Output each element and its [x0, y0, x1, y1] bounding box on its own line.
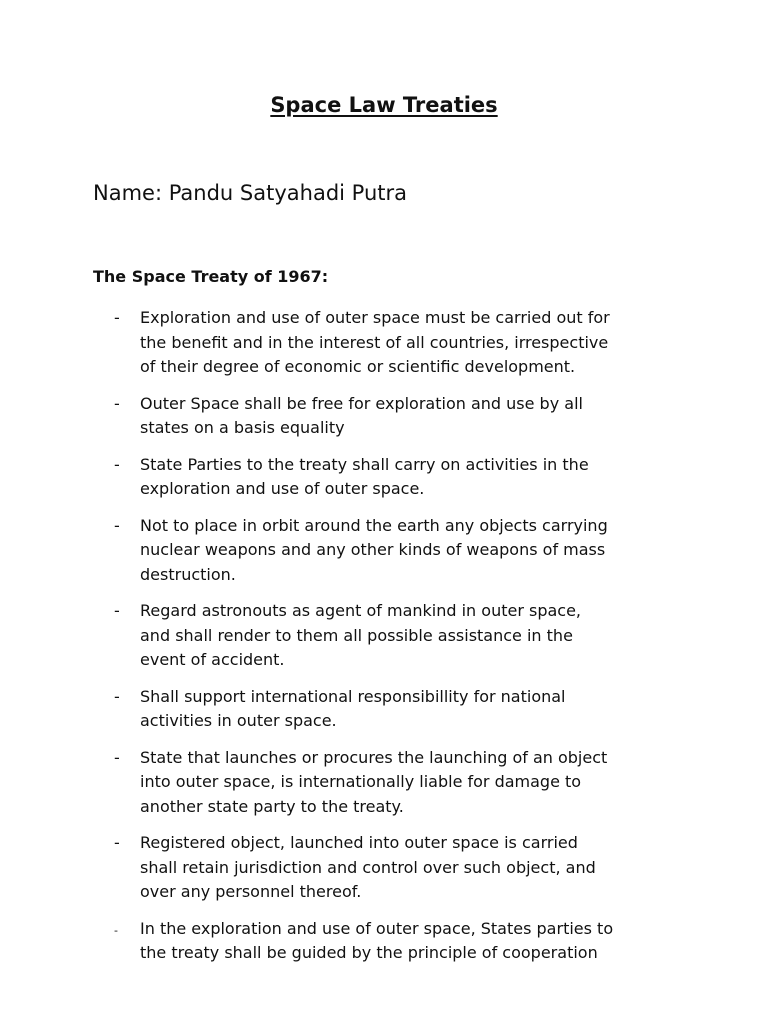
- list-item-text-line: activities in outer space.: [140, 711, 337, 730]
- list-item-text-line: states on a basis equality: [140, 418, 345, 437]
- list-item-text-line: the treaty shall be guided by the principle of cooperation: [140, 943, 598, 962]
- list-item: [93, 746, 713, 820]
- bullet-dash: -: [114, 601, 120, 620]
- bullet-dash: -: [114, 393, 120, 413]
- list-item: [93, 514, 713, 588]
- list-item-text-line: Not to place in orbit around the earth any objects carrying: [140, 515, 608, 535]
- bullet-dash: -: [114, 833, 120, 852]
- list-item: [93, 599, 713, 673]
- bullet-dash: -: [114, 308, 120, 327]
- list-item-text-line: event of accident.: [140, 650, 285, 669]
- bullet-dash: -: [114, 686, 120, 706]
- list-item-text-line: Exploration and use of outer space must be carried out for: [140, 308, 610, 327]
- list-item-text-line: over any personnel thereof.: [140, 882, 362, 901]
- list-item-text-line: State Parties to the treaty shall carry on activities in the: [140, 454, 589, 474]
- list-item: [93, 831, 713, 905]
- list-item-text-line: Regard astronouts as agent of mankind in outer space,: [140, 601, 582, 620]
- list-item-text-line: exploration and use of outer space.: [140, 479, 425, 498]
- list-item-text-line: into outer space, is internationally liable for damage to: [140, 772, 582, 791]
- bullet-dash: -: [114, 923, 118, 937]
- list-item-text-line: Shall support international responsibillity for national: [140, 686, 566, 706]
- list-item-text-line: In the exploration and use of outer space, States parties to: [140, 918, 614, 938]
- list-item: [93, 306, 713, 380]
- page-title: Space Law Treaties: [270, 93, 498, 117]
- list-item-text-line: destruction.: [140, 564, 236, 584]
- list-item: [93, 392, 713, 441]
- bullet-dash: -: [114, 454, 120, 474]
- list-item: [93, 685, 713, 734]
- list-item: [93, 453, 713, 502]
- bullet-dash: -: [114, 515, 120, 535]
- list-item-text-line: shall retain jurisdiction and control over such object, and: [140, 857, 596, 877]
- bullet-list: [93, 306, 713, 978]
- list-item-text-line: nuclear weapons and any other kinds of weapons of mass: [140, 540, 606, 559]
- list-item-text-line: Registered object, launched into outer space is carried: [140, 833, 578, 852]
- author-name: Name: Pandu Satyahadi Putra: [93, 181, 408, 205]
- list-item-text-line: State that launches or procures the launching of an object: [140, 747, 608, 767]
- list-item-text-line: and shall render to them all possible assistance in the: [140, 625, 573, 645]
- list-item-text-line: the benefit and in the interest of all countries, irrespective: [140, 332, 609, 352]
- list-item-text-line: Outer Space shall be free for exploration and use by all: [140, 393, 583, 413]
- bullet-dash: -: [114, 747, 120, 767]
- list-item-text-line: another state party to the treaty.: [140, 796, 404, 816]
- list-item: [93, 917, 713, 966]
- section-heading: The Space Treaty of 1967:: [93, 267, 329, 286]
- list-item-text-line: of their degree of economic or scientific development.: [140, 357, 576, 376]
